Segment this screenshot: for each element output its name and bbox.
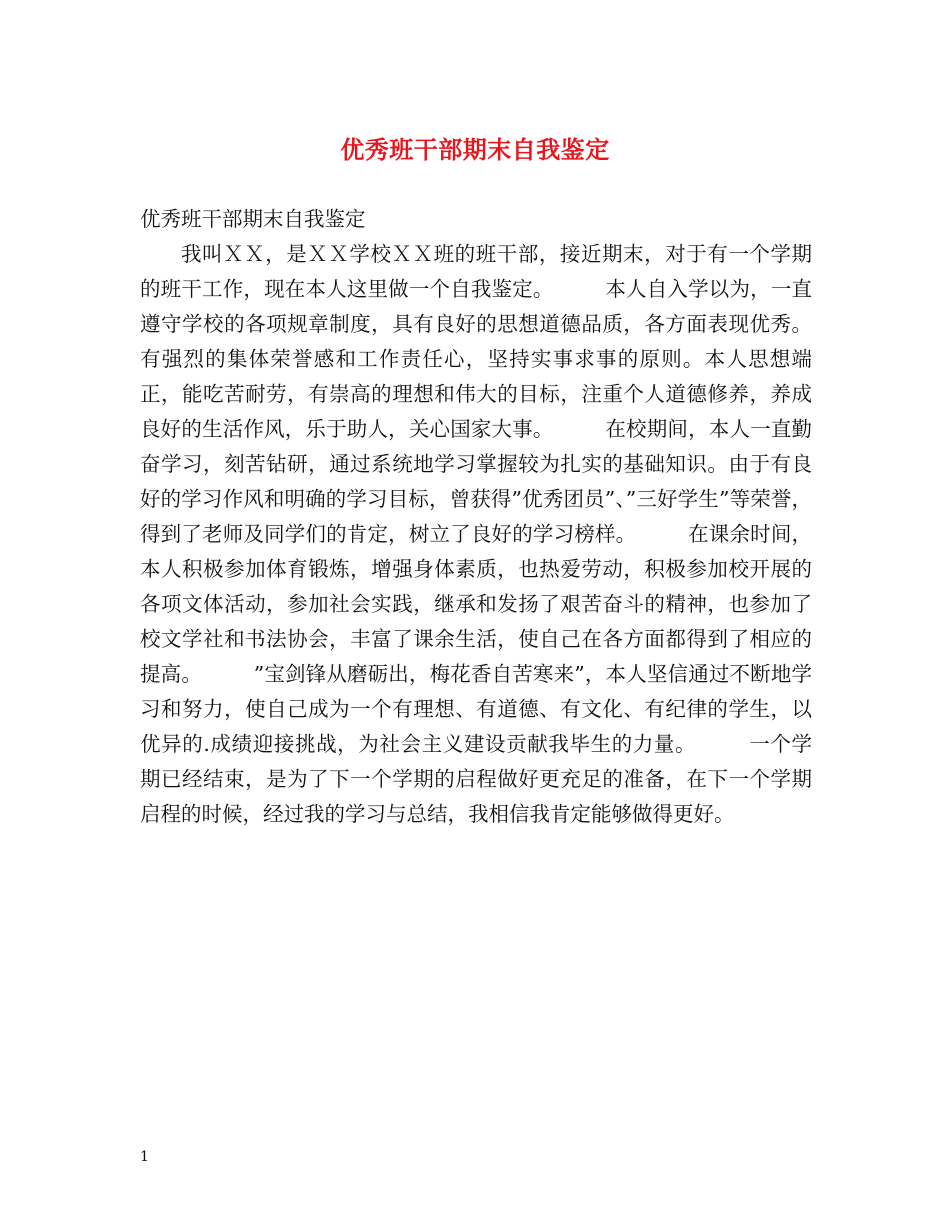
document-title: 优秀班干部期末自我鉴定: [340, 135, 610, 164]
document-body: [140, 202, 812, 832]
document-subtitle: 优秀班干部期末自我鉴定: [140, 207, 366, 231]
page-number: 1: [140, 1149, 149, 1165]
document-paragraph: 我叫ＸＸ，是ＸＸ学校ＸＸ班的班干部，接近期末，对于有一个学期的班干工作，现在本人这里做一个自我鉴定。 本人自入学以为，一直遵守学校的各项规章制度，具有良好的思想道德品质，各方面表现优秀。有强烈的集体荣誉感和工作责任心，坚持实事求事的原则。本人思想端正，能吃苦耐劳，有崇高的理想和伟大的目标，注重个人道德修养，养成良好的生活作风，乐于助人，关心国家大事。 在校期间，本人一直勤奋学习，刻苦钻研，通过系统地学习掌握较为扎实的基础知识。由于有良好的学习作风和明确的学习目标，曾获得”优秀团员”、”三好学生”等荣誉，得到了老师及同学们的肯定，树立了良好的学习榜样。 在课余时间，本人积极参加体育锻炼，增强身体素质，也热爱劳动，积极参加校开展的各项文体活动，参加社会实践，继承和发扬了艰苦奋斗的精神，也参加了校文学社和书法协会，丰富了课余生活，使自己在各方面都得到了相应的提高。 ”宝剑锋从磨砺出，梅花香自苦寒来”，本人坚信通过不断地学习和努力，使自己成为一个有理想、有道德、有文化、有纪律的学生，以优异的.成绩迎接挑战，为社会主义建设贡献我毕生的力量。 一个学期已经结束，是为了下一个学期的启程做好更充足的准备，在下一个学期启程的时候，经过我的学习与总结，我相信我肯定能够做得更好。: [140, 242, 812, 826]
